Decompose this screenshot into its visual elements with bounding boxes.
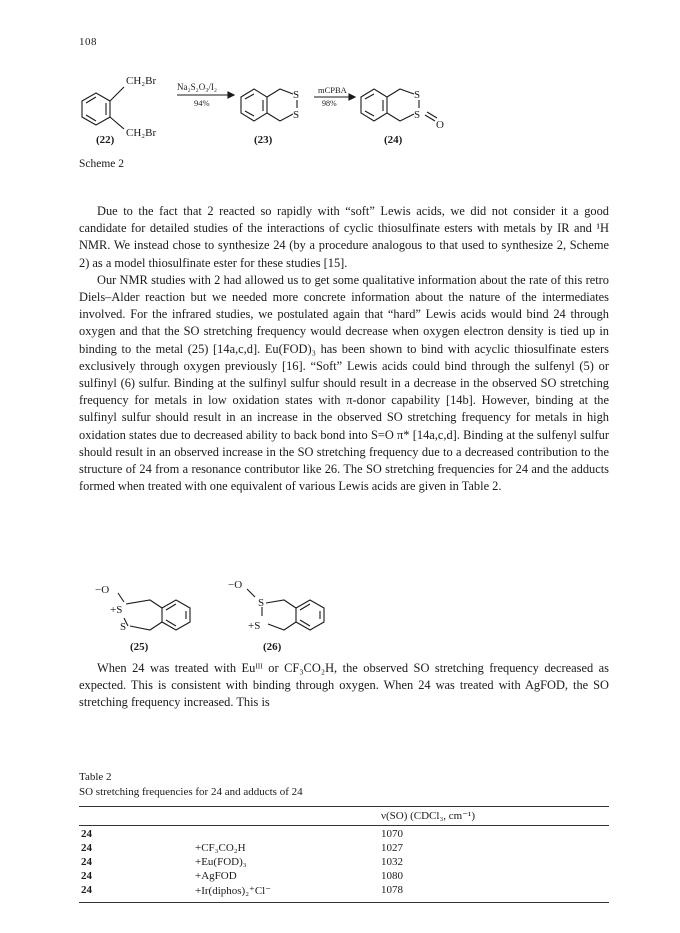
s-25: S [120, 621, 127, 633]
table-rule-mid [79, 825, 609, 826]
yield-label-2: 98% [322, 99, 337, 108]
table-title: Table 2 [79, 771, 112, 783]
plus-s-25: +S [110, 604, 123, 616]
cell-frequency: 1027 [381, 842, 403, 854]
cell-additive: +CF₃CO₂H [195, 842, 246, 854]
cell-compound: 24 [81, 842, 92, 854]
minus-o-25: −O [95, 584, 110, 596]
page-number: 108 [79, 36, 97, 48]
yield-label-1: 94% [194, 98, 210, 108]
table-row [79, 870, 609, 883]
minus-o-26: −O [228, 579, 243, 591]
compound-label-25: (25) [130, 641, 149, 653]
table-rule-bottom [79, 902, 609, 903]
table-row [79, 842, 609, 855]
paragraph-1: Due to the fact that 2 reacted so rapidly with “soft” Lewis acids, we did not consider it a good candidate for detailed studies of the interactions of cyclic thiosulfinate esters with metals by IR and ¹H NMR. We instead chose to synthesize 24 (by a procedure analogous to that used to synthesize 2, Scheme 2) as a model thiosulfinate ester for these studies [15]. [79, 204, 609, 270]
cell-additive: +Eu(FOD)₃ [195, 856, 247, 868]
plus-s-26: +S [248, 620, 261, 632]
body-text-block-1 [79, 203, 609, 495]
compound-label-23: (23) [254, 134, 273, 146]
paragraph-3: When 24 was treated with Euᴵᴵᴵ or CF₃CO₂H, the observed SO stretching frequency decreased as expected. This is consistent with binding through oxygen. When 24 was treated with AgFOD, the SO stretching frequency increased. This is [79, 661, 609, 710]
atom-s-23b: S [293, 109, 300, 121]
cell-frequency: 1032 [381, 856, 403, 868]
cell-compound: 24 [81, 884, 92, 896]
reagent-label-2: mCPBA [318, 85, 347, 95]
cell-compound: 24 [81, 856, 92, 868]
table-row [79, 884, 609, 897]
compound-label-24: (24) [384, 134, 403, 146]
atom-s-24b: S [414, 109, 421, 121]
reagent-label-1: Na₂S₂O₃/I₂ [177, 82, 218, 92]
sub-ch2br-bottom: CH₂Br [126, 127, 157, 139]
header-frequency: ν(SO) (CDCl₃, cm⁻¹) [381, 810, 475, 822]
paragraph-2: Our NMR studies with 2 had allowed us to get some qualitative information about the rate of this retro Diels–Alder reaction but we needed more concrete information about the nature of the intermediates involved. For the infrared studies, we postulated again that “hard” Lewis acids would bind 24 through oxygen and that the SO stretching frequency would decrease when oxygen electron density is tied up in binding to the metal (25) [14a,c,d]. Eu(FOD)₃ has been shown to bind with acyclic thiosulfinate esters exclusively through oxygen previously [16]. “Soft” Lewis acids could bind through the sulfenyl (5) or sulfinyl (6) sulfur. Binding at the sulfinyl sulfur should result in a decrease in the observed SO stretching frequency for metals in low oxidation states with π-donor capability [14b]. However, binding at the sulfinyl sulfur should result in an increase in the observed SO stretching frequency for metals in high oxidation states due to decreased ability to back bond into S=O π* [14a,c,d]. Binding at the sulfenyl sulfur should result in an observed increase in the SO stretching frequency due to a decreased contribution to the structure of 24 from a resonance contributor like 26. The SO stretching frequencies for 24 and the adducts formed when treated with one equivalent of various Lewis acids are given in Table 2. [79, 272, 609, 494]
body-text-block-2 [79, 660, 609, 712]
cell-additive: +AgFOD [195, 870, 237, 882]
table-header-row [79, 809, 609, 822]
table-rule-top [79, 806, 609, 807]
sub-ch2br-top: CH₂Br [126, 75, 157, 87]
cell-additive: +Ir(diphos)₂⁺Cl⁻ [195, 885, 272, 897]
s-26: S [258, 597, 265, 609]
cell-frequency: 1070 [381, 828, 403, 840]
cell-frequency: 1078 [381, 884, 403, 896]
cell-compound: 24 [81, 870, 92, 882]
table-caption: SO stretching frequencies for 24 and adducts of 24 [79, 786, 303, 798]
atom-s-24a: S [414, 89, 421, 101]
table-row [79, 828, 609, 841]
atom-o-24: O [436, 119, 444, 131]
table-row [79, 856, 609, 869]
compound-label-26: (26) [263, 641, 282, 653]
compound-label-22: (22) [96, 134, 115, 146]
atom-s-23a: S [293, 89, 300, 101]
cell-compound: 24 [81, 828, 92, 840]
scheme-label: Scheme 2 [79, 158, 125, 170]
cell-frequency: 1080 [381, 870, 403, 882]
